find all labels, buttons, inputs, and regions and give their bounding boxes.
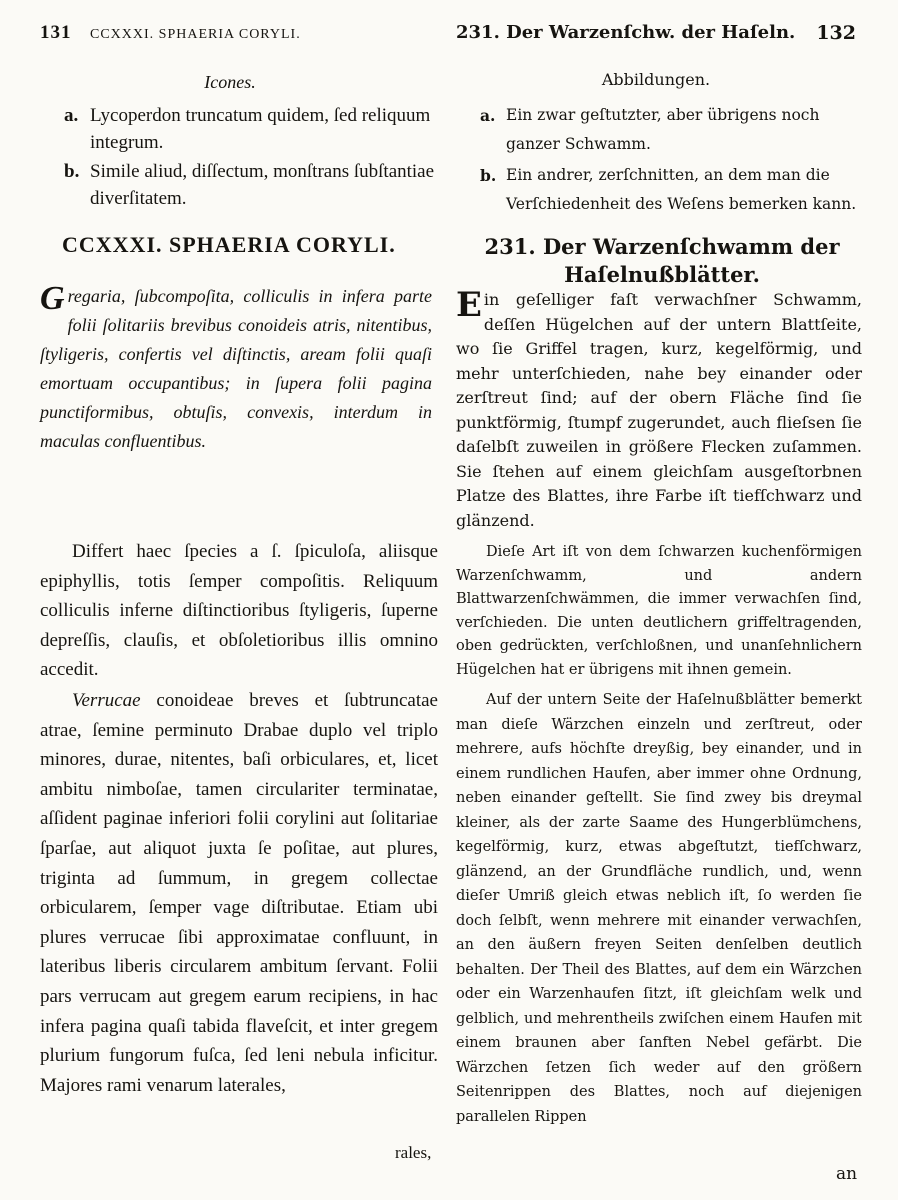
diagnosis-text: regaria, ſubcompoſita, colliculis in infera parte folii ſolitariis brevibus conoideis atris, nitentibus, ſtyligeris, confertis vel diſtinctis, aream folii quaſi emortuam occupantibus; in ſupera folii pagina punctiformibus, obtuſis, convexis, interdum in maculas confluentibus. bbox=[40, 286, 432, 451]
list-marker: b. bbox=[480, 166, 497, 185]
abbildungen-list bbox=[480, 101, 866, 221]
list-marker: a. bbox=[64, 105, 79, 126]
species-title-german: 231. Der Warzenſchwamm der Haſelnußblätter. bbox=[484, 234, 840, 287]
abbildungen-heading: Abbildungen. bbox=[601, 70, 711, 89]
description-text: in geſelliger faſt verwachſner Schwamm, deſſen Hügelchen auf der untern Blattſeite, wo ſie Griffel tragen, kurz, kegelförmig, und mehr unterſchieden, nahe bey einander oder zerſtreut ſind; auf der obern Fläche ſind ſie punktförmig, ſtumpf zugerundet, auch flieſsen ſie daſelbſt zuweilen in größere Flecken zuſammen. Sie ſtehen auf einem gleichſam ausgeſtorbnen Platze des Blattes, ihre Farbe iſt tiefſchwarz und glänzend. bbox=[456, 290, 862, 530]
list-item bbox=[64, 158, 436, 212]
left-running-head-text: CCXXXI. SPHAERIA CORYLI. bbox=[90, 27, 301, 42]
list-marker: b. bbox=[64, 161, 80, 182]
paragraph-2-text: conoideae breves et ſubtruncatae atrae, ſemine perminuto Drabae duplo vel triplo minores, durae, nitentes, baſi orbiculares, et, licet ambitu nimboſae, tamen circulariter terminatae, aſſident paginae inferiori folii corylini aut ſolitariae ſparſae, aut aliquot juxta ſe poſitae, aut plures, triginta ad ſummum, in gregem collectae orbicularem, ſemper vage diſtributae. Etiam ubi plures verrucae ſibi approximatae confluunt, in lateribus liberis circularem ambitum ſervant. Folii pars verrucam aut gregem earum recipiens, in hac infera pagina quaſi tabida flaveſcit, et inter gregem plurium fungorum fuſca, ſed leni nebula inficitur. Majores rami venarum laterales, bbox=[40, 690, 438, 1096]
right-running-head bbox=[456, 22, 856, 44]
right-catchword: an bbox=[836, 1164, 858, 1184]
list-item bbox=[480, 161, 866, 219]
latin-diagnosis bbox=[40, 282, 432, 456]
latin-paragraph-1: Differt haec ſpecies a ſ. ſpiculoſa, aliisque epiphyllis, totis ſemper compoſitis. Reliquum colliculis inferne diſtinctioribus ſtyligeris, ſuperne depreſſis, clauſis, et obſoletioribus illis omnino accedit. bbox=[40, 541, 438, 680]
list-item-text: Ein zwar geſtutzter, aber übrigens noch ganzer Schwamm. bbox=[506, 106, 820, 153]
drop-cap: G bbox=[40, 280, 65, 317]
drop-cap: E bbox=[456, 285, 482, 325]
list-item bbox=[480, 101, 866, 159]
left-catchword: rales, bbox=[395, 1143, 432, 1162]
paragraph-lead-word: Verrucae bbox=[72, 690, 141, 711]
icones-list bbox=[64, 102, 436, 214]
list-item bbox=[64, 102, 436, 156]
list-marker: a. bbox=[480, 106, 496, 125]
list-item-text: Lycoperdon truncatum quidem, ſed reliquum integrum. bbox=[90, 105, 431, 153]
list-item-text: Ein andrer, zerſchnitten, an dem man die Verſchiedenheit des Weſens bemerken kann. bbox=[506, 166, 857, 213]
german-description bbox=[456, 285, 862, 533]
list-item-text: Simile aliud, diſſectum, monſtrans ſubſtantiae diverſitatem. bbox=[90, 161, 435, 209]
species-title-latin: CCXXXI. SPHAERIA CORYLI. bbox=[62, 232, 396, 257]
right-page-number: 132 bbox=[816, 22, 856, 44]
left-running-head bbox=[40, 22, 301, 44]
icones-heading: Icones. bbox=[204, 72, 256, 92]
german-paragraph-2: Auf der untern Seite der Haſelnußblätter bemerkt man dieſe Wärzchen einzeln und zerſtreut, oder mehrere, aufs höchſte dreyßig, bey einander, und in einem rundlichen Haufen, aber immer ohne Ordnung, neben einander geſtellt. Sie ſind zwey bis dreymal kleiner, als der zarte Saame des Hungerblümchens, kegelförmig, kurz, etwas abgeſtutzt, tiefſchwarz, glänzend, an der Grundfläche rundlich, und, wenn dieſer Umriß gleich etwas neblich iſt, ſo werden ſie doch ſelbſt, wenn mehrere mit einander verwachſen, an den äußern freyen Seiten denſelben deutlich behalten. Der Theil des Blattes, auf dem ein Wärzchen oder ein Warzenhaufen ſitzt, iſt gleichſam welk und gelblich, und mehrentheils zwiſchen einem Haufen mit einem braunen aber ſanften Nebel gefärbt. Die Wärzchen ſetzen ſich weder auf den größern Seitenrippen des Blattes, noch auf diejenigen parallelen Rippen bbox=[456, 692, 862, 1125]
left-page-number: 131 bbox=[40, 22, 72, 43]
latin-paragraph-2 bbox=[40, 686, 438, 1100]
right-running-head-text: 231. Der Warzenſchw. der Haſeln. bbox=[456, 22, 796, 43]
german-paragraph-1: Dieſe Art iſt von dem ſchwarzen kuchenförmigen Warzenſchwamm, und andern Blattwarzenſchwämmen, die immer verwachſen ſind, verſchieden. Die unten deutlichern griffeltragenden, oben gedrückten, verſchloßnen, und unanſehnlichern Hügelchen hat er übrigens mit ihnen gemein. bbox=[456, 544, 862, 678]
